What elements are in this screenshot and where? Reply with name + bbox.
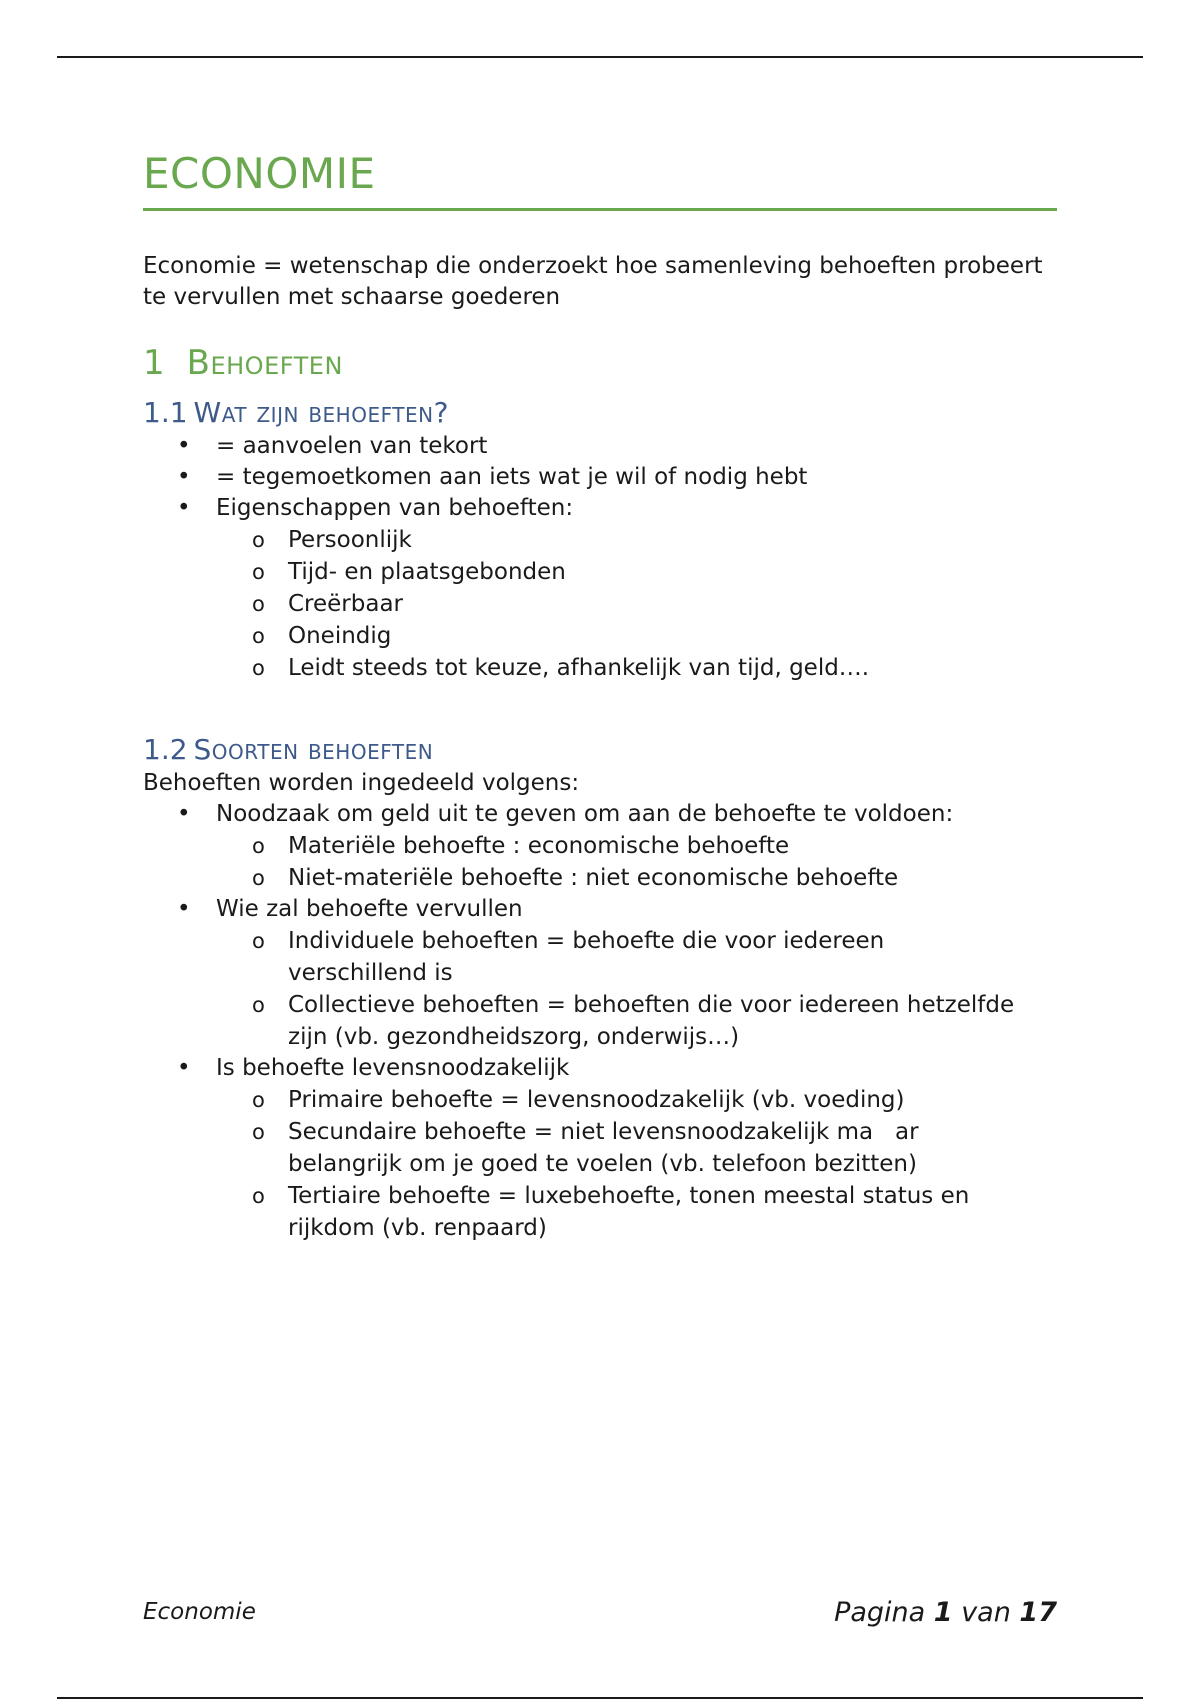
list-item: [143, 1053, 1057, 1244]
page-number: [834, 1597, 1057, 1628]
sub-bullet: o: [252, 1088, 265, 1112]
bullet: •: [177, 1055, 191, 1081]
list-item: [143, 431, 1057, 462]
bullet: •: [177, 464, 191, 490]
sub-bullet: o: [252, 528, 265, 552]
footer-rule: [57, 1697, 1143, 1699]
page-current: 1: [933, 1597, 953, 1628]
sub-list-item: [143, 588, 1057, 620]
sub-list-item: [143, 925, 928, 989]
classification-list: [143, 799, 1057, 1244]
heading-section-1-number: 1: [143, 343, 165, 383]
sub-list: [143, 925, 1057, 1053]
sub-bullet: o: [252, 656, 265, 680]
sub-list-item-text: Collectieve behoeften = behoeften die voor iedereen hetzelfde zijn (vb. gezondheidszorg, onderwijs…): [288, 992, 1015, 1050]
list-item: [143, 894, 1057, 1053]
document-title: ECONOMIE: [143, 149, 376, 198]
sub-list-item: [143, 652, 1057, 684]
properties-list: [143, 524, 1057, 684]
page-of: van: [961, 1597, 1011, 1628]
sub-list-item: [143, 524, 1057, 556]
sub-list-item-text: Tertiaire behoefte = luxebehoefte, tonen meestal status en rijkdom (vb. renpaard): [288, 1183, 970, 1241]
bullet: •: [177, 495, 191, 521]
heading-section-1-1-number: 1.1: [143, 396, 188, 429]
sub-bullet: o: [252, 1120, 265, 1144]
heading-section-1-title: Behoeften: [186, 343, 343, 383]
sub-bullet: o: [252, 929, 265, 953]
sub-list-item-text: Materiële behoefte : economische behoefte: [288, 833, 790, 859]
sub-list: [143, 1084, 1057, 1244]
sub-list-item-text: Secundaire behoefte = niet levensnoodzakelijk ma ar belangrijk om je goed te voelen (vb. telefoon bezitten): [288, 1119, 926, 1177]
sub-list-item: [143, 830, 1057, 862]
sub-bullet: o: [252, 993, 265, 1017]
sub-bullet: o: [252, 1184, 265, 1208]
definition-list: [143, 431, 1057, 684]
page-label: Pagina: [834, 1597, 926, 1628]
sub-list-item-text: Oneindig: [288, 623, 392, 649]
sub-list-item: [143, 1180, 1018, 1244]
header-rule: [57, 56, 1143, 58]
heading-section-1-2-number: 1.2: [143, 733, 188, 766]
page-content: [143, 148, 1057, 1244]
sub-list-item-text: Tijd- en plaatsgebonden: [288, 559, 566, 585]
sub-list: [143, 830, 1057, 894]
sub-list-item: [143, 1116, 978, 1180]
sub-list-item: [143, 989, 1057, 1053]
sub-list-item: [143, 1084, 1057, 1116]
footer-document-name: Economie: [143, 1599, 256, 1625]
heading-section-1-2: [143, 732, 1057, 768]
heading-section-1: [143, 341, 1057, 385]
heading-section-1-2-title: Soorten behoeften: [193, 733, 434, 766]
list-item: [143, 462, 1057, 493]
sub-list-item: [143, 620, 1057, 652]
sub-list-item-text: Individuele behoeften = behoefte die voor iedereen verschillend is: [288, 928, 885, 986]
sub-list-item-text: Persoonlijk: [288, 527, 412, 553]
title-underline: [143, 208, 1057, 211]
list-item-text: = tegemoetkomen aan iets wat je wil of nodig hebt: [216, 464, 808, 490]
sub-list-item: [143, 556, 1057, 588]
bullet: •: [177, 801, 191, 827]
sub-bullet: o: [252, 624, 265, 648]
list-item-text: Noodzaak om geld uit te geven om aan de behoefte te voldoen:: [216, 801, 954, 827]
bullet: •: [177, 896, 191, 922]
list-item-text: = aanvoelen van tekort: [216, 433, 488, 459]
list-item-text: Eigenschappen van behoeften:: [216, 495, 574, 521]
sub-bullet: o: [252, 834, 265, 858]
sub-list-item-text: Niet-materiële behoefte : niet economische behoefte: [288, 865, 899, 891]
list-item-text: Is behoefte levensnoodzakelijk: [216, 1055, 570, 1081]
sub-bullet: o: [252, 866, 265, 890]
sub-list-item-text: Primaire behoefte = levensnoodzakelijk (vb. voeding): [288, 1087, 905, 1113]
sub-list-item: [143, 862, 1057, 894]
sub-list-item-text: Leidt steeds tot keuze, afhankelijk van tijd, geld….: [288, 655, 870, 681]
list-item: [143, 493, 1057, 684]
page-footer: [143, 1597, 1057, 1631]
intro-definition: Economie = wetenschap die onderzoekt hoe samenleving behoeften probeert te vervullen met schaarse goederen: [143, 253, 1043, 310]
classification-intro: Behoeften worden ingedeeld volgens:: [143, 770, 580, 796]
heading-section-1-1: [143, 395, 1057, 431]
list-item-text: Wie zal behoefte vervullen: [216, 896, 523, 922]
page-total: 17: [1019, 1597, 1057, 1628]
sub-bullet: o: [252, 560, 265, 584]
list-item: [143, 799, 1057, 894]
bullet: •: [177, 433, 191, 459]
heading-section-1-1-title: Wat zijn behoeften?: [193, 396, 449, 429]
sub-bullet: o: [252, 592, 265, 616]
sub-list-item-text: Creërbaar: [288, 591, 404, 617]
